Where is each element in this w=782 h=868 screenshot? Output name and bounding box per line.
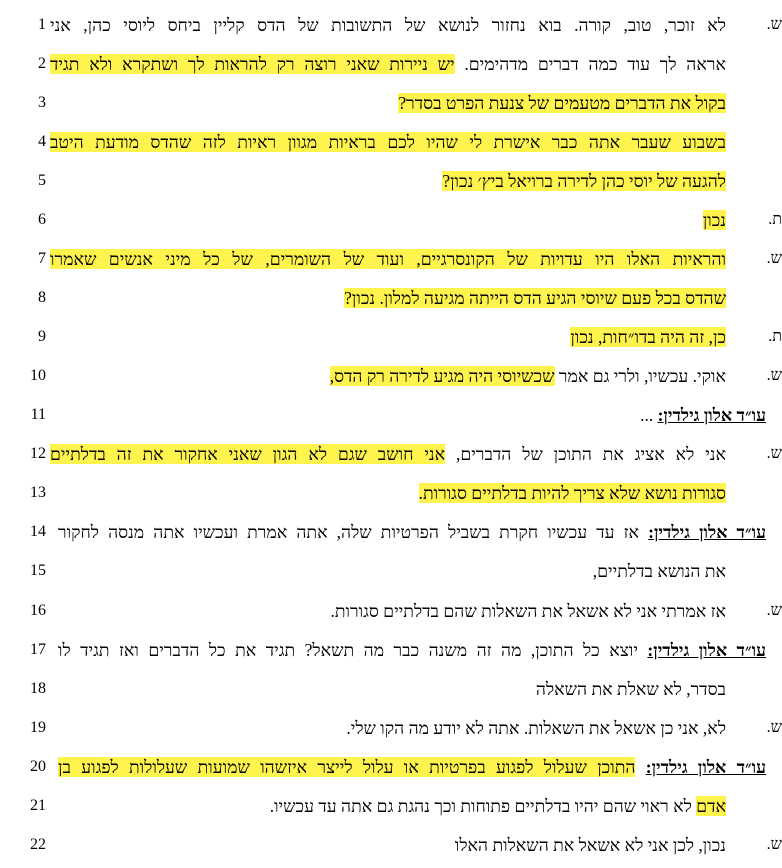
transcript-line <box>0 674 782 704</box>
speaker-name: עו״ד אלון גילדין: <box>648 522 766 542</box>
transcript-line <box>0 244 782 274</box>
highlighted-text: להגעה של יוסי כהן לדירה ברויאל ביץ׳ נכון? <box>442 171 726 191</box>
highlighted-text: אדם <box>696 796 726 816</box>
line-number: 20 <box>30 758 46 775</box>
transcript-line <box>0 596 782 626</box>
transcript-line <box>0 556 782 586</box>
speaker-name: עו״ד אלון גילדין: <box>647 640 766 660</box>
line-text <box>50 439 726 469</box>
line-text <box>50 674 726 704</box>
line-number: 4 <box>38 133 46 150</box>
text-segment: נכון, לכן אני לא אשאל את השאלות האלו <box>454 835 726 855</box>
text-segment: אז עד עכשיו חקרת בשביל הפרטיות שלה, אתה אמרת ועכשיו אתה מנסה לחקור <box>58 522 649 542</box>
speaker-label: ש. <box>766 719 782 736</box>
line-text <box>58 400 766 430</box>
highlighted-text: התוכן שעלול לפגוע בפרטיות או עלול לייצר איזשהו שמועות שעלולות לפגוע בן <box>58 757 636 777</box>
transcript-line <box>0 478 782 508</box>
transcript-line <box>0 830 782 860</box>
speaker-name: עו״ד אלון גילדין: <box>645 757 767 777</box>
line-number: 6 <box>38 211 46 228</box>
transcript-line <box>0 49 782 79</box>
line-text <box>50 322 726 352</box>
transcript-line <box>0 166 782 196</box>
line-number: 15 <box>30 562 46 579</box>
text-segment <box>635 757 645 777</box>
highlighted-text: אני חושב שגם לא הגון שאני אחקור את זה בדלתיים <box>50 444 446 464</box>
highlighted-text: שהדס בכל פעם שיוסי הגיע הדס הייתה מגיעה למלון. נכון? <box>344 288 726 308</box>
transcript-line <box>0 205 782 235</box>
line-text <box>50 10 726 40</box>
line-text <box>50 205 726 235</box>
text-segment: אראה לך עוד כמה דברים מדהימים. <box>454 54 726 74</box>
line-text <box>50 244 726 274</box>
line-text <box>50 791 726 821</box>
line-number: 7 <box>38 250 46 267</box>
highlighted-text: שכשיוסי היה מגיע לדירה רק הדס, <box>329 366 555 386</box>
transcript-line <box>0 635 782 665</box>
line-number: 8 <box>38 289 46 306</box>
transcript-line <box>0 88 782 118</box>
line-number: 18 <box>30 680 46 697</box>
text-segment: את הנושא בדלתיים, <box>592 561 726 581</box>
line-text <box>58 635 766 665</box>
line-text <box>50 88 726 118</box>
line-number: 19 <box>30 719 46 736</box>
highlighted-text: נכון <box>702 210 726 230</box>
line-number: 11 <box>30 406 46 423</box>
speaker-label: ת. <box>768 328 782 345</box>
highlighted-text: בקול את הדברים מטעמים של צנעת הפרט בסדר? <box>398 93 726 113</box>
line-text <box>50 556 726 586</box>
highlighted-text: והראיות האלו היו עדויות של הקונסרגיים, ועוד של השומרים, של כל מיני אנשים שאמרו <box>50 249 726 269</box>
text-segment: אז אמרתי אני לא אשאל את השאלות שהם בדלתיים סגורות. <box>330 601 726 621</box>
line-number: 14 <box>30 523 46 540</box>
line-text <box>50 283 726 313</box>
line-text <box>58 517 766 547</box>
text-segment: בסדר, לא שאלת את השאלה <box>535 679 726 699</box>
speaker-label: ש. <box>766 602 782 619</box>
speaker-label: ש. <box>766 445 782 462</box>
line-number: 17 <box>30 641 46 658</box>
highlighted-text: בשבוע שעבר אתה כבר אישרת לי שהיו לכם בראיות מגוון ראיות לזה שהדס מודעת היטב <box>50 132 726 152</box>
line-text <box>50 478 726 508</box>
transcript-line <box>0 361 782 391</box>
line-text <box>50 830 726 860</box>
transcript-line <box>0 322 782 352</box>
text-segment: יוצא כל התוכן, מה זה משנה כבר מה תשאל? תגיד את כל הדברים ואז תגיד לו <box>58 640 648 660</box>
line-number: 2 <box>38 55 46 72</box>
line-text <box>58 752 766 782</box>
speaker-label: ש. <box>766 16 782 33</box>
line-text <box>50 49 726 79</box>
line-text <box>50 127 726 157</box>
text-segment: ... <box>640 405 658 425</box>
transcript-line <box>0 10 782 40</box>
speaker-label: ש. <box>766 250 782 267</box>
transcript-line <box>0 400 782 430</box>
line-number: 5 <box>38 172 46 189</box>
line-number: 12 <box>30 445 46 462</box>
speaker-label: ש. <box>766 836 782 853</box>
highlighted-text: יש ניירות שאני רוצה רק להראות לך ושתקרא ולא תגיד <box>50 54 455 74</box>
line-text <box>50 596 726 626</box>
line-number: 13 <box>30 484 46 501</box>
line-number: 21 <box>30 797 46 814</box>
text-segment: לא ראוי שהם יהיו בדלתיים פתוחות וכך נהגת גם אתה עד עכשיו. <box>269 796 697 816</box>
transcript-line <box>0 791 782 821</box>
text-segment: אוקי. עכשיו, ולרי גם אמר <box>554 366 726 386</box>
speaker-name: עו״ד אלון גילדין: <box>657 405 766 425</box>
line-number: 9 <box>38 328 46 345</box>
transcript-line <box>0 713 782 743</box>
line-number: 1 <box>38 16 46 33</box>
line-number: 3 <box>38 94 46 111</box>
transcript-line <box>0 752 782 782</box>
highlighted-text: סגורות נושא שלא צריך להיות בדלתיים סגורות. <box>418 483 726 503</box>
text-segment: אני לא אציג את התוכן של הדברים, <box>445 444 726 464</box>
transcript-line <box>0 517 782 547</box>
line-number: 16 <box>30 602 46 619</box>
line-text <box>50 713 726 743</box>
text-segment: לא זוכר, טוב, קורה. בוא נחזור לנושא של התשובות של הדס קליין ביחס ליוסי כהן, אני <box>50 15 726 35</box>
speaker-label: ת. <box>768 211 782 228</box>
highlighted-text: כן, זה היה בדו״חות, נכון <box>570 327 726 347</box>
transcript-line <box>0 439 782 469</box>
line-number: 10 <box>30 367 46 384</box>
line-text <box>50 361 726 391</box>
transcript-line <box>0 283 782 313</box>
text-segment: לא, אני כן אשאל את השאלות. אתה לא יודע מה הקו שלי. <box>346 718 726 738</box>
line-number: 22 <box>30 836 46 853</box>
speaker-label: ש. <box>766 367 782 384</box>
line-text <box>50 166 726 196</box>
transcript-line <box>0 127 782 157</box>
